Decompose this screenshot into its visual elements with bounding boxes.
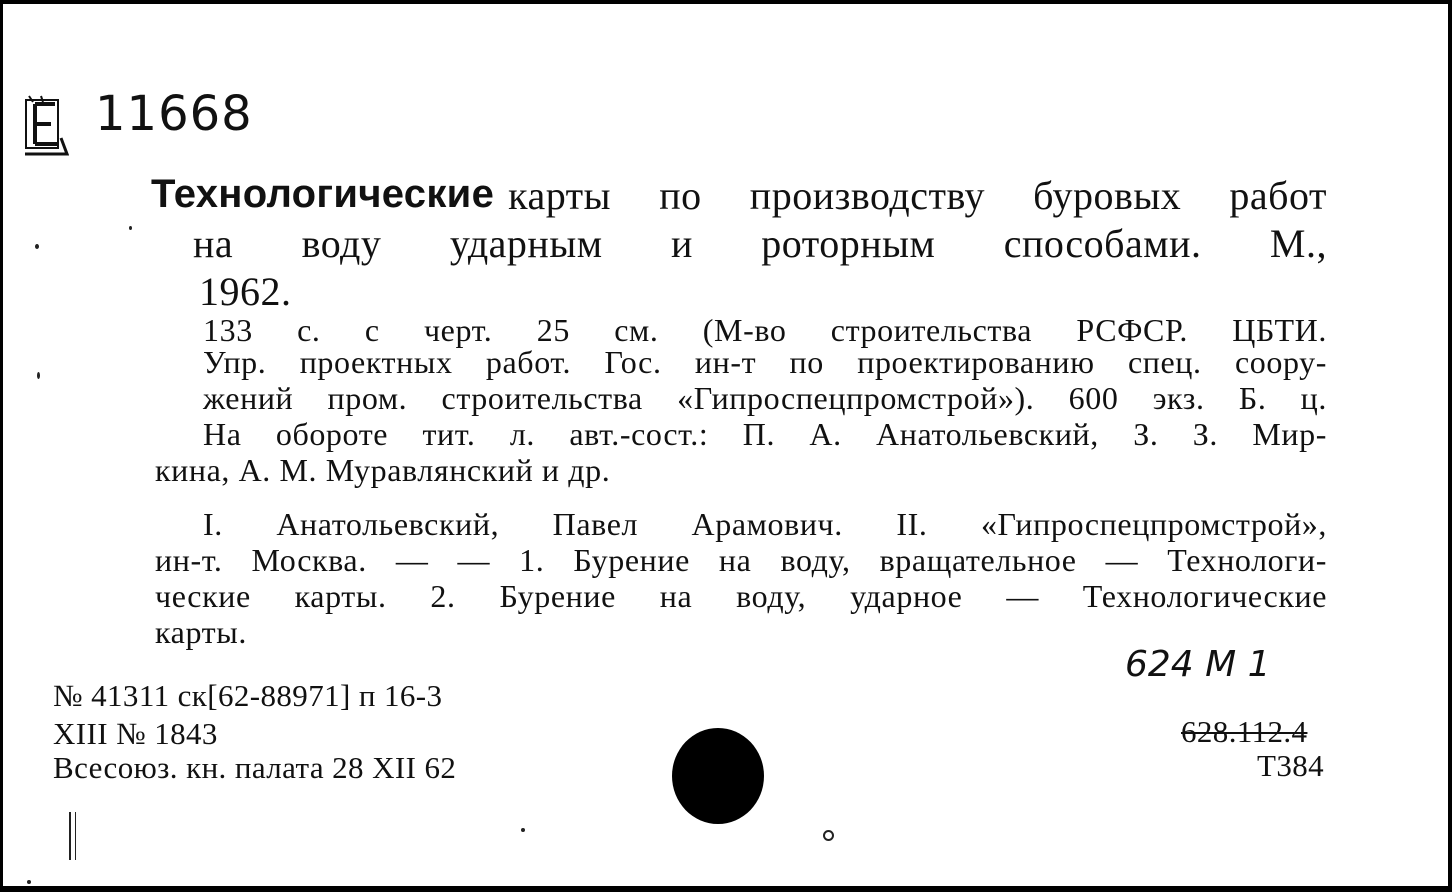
description-line-4: На обороте тит. л. авт.-сост.: П. А. Анатольевский, З. З. Мир-	[203, 416, 1327, 452]
description-line-1: 133 с. с черт. 25 см. (М-во строительства РСФСР. ЦБТИ.	[203, 312, 1327, 348]
punch-hole	[672, 728, 764, 824]
shelf-code: Т384	[1257, 748, 1325, 783]
description-line-2: Упр. проектных работ. Гос. ин-т по проектированию спец. соору-	[203, 344, 1327, 380]
description-line-5: кина, А. М. Муравлянский и др.	[155, 452, 611, 488]
scan-edge-mark	[69, 812, 76, 860]
subjects-line-3: ческие карты. 2. Бурение на воду, ударное — Технологические	[155, 578, 1327, 614]
title-line-3: 1962.	[199, 269, 292, 314]
subjects-line-1: I. Анатольевский, Павел Арамович. II. «Гипроспецпромстрой»,	[203, 506, 1327, 542]
title-line-1-rest: карты по производству буровых работ	[508, 173, 1327, 218]
subjects-line-4: карты.	[155, 614, 247, 650]
title-bold: Технологические	[151, 172, 495, 216]
scan-ring-mark	[823, 830, 834, 841]
subjects-line-2: ин-т. Москва. — — 1. Бурение на воду, вращательное — Технологи-	[155, 542, 1327, 578]
series-number: XIII № 1843	[53, 716, 218, 751]
handwritten-code: 624 M 1	[1125, 644, 1271, 685]
udc-struck: 628.112.4	[1181, 714, 1308, 749]
accession-number: № 41311 ск[62-88971] п 16-3	[53, 678, 443, 713]
library-stamp-icon	[23, 94, 69, 156]
title-line-1	[151, 172, 1327, 219]
description-line-3: жений пром. строительства «Гипроспецпромстрой»). 600 экз. Б. ц.	[203, 380, 1327, 416]
chamber-date: Всесоюз. кн. палата 28 XII 62	[53, 750, 457, 785]
scan-speck	[521, 828, 525, 832]
scan-speck	[37, 372, 40, 379]
scan-speck	[129, 226, 132, 230]
scan-speck	[35, 244, 39, 249]
scan-speck	[27, 880, 31, 884]
call-number: 11668	[95, 86, 253, 142]
title-line-2: на воду ударным и роторным способами. М.,	[193, 221, 1327, 266]
